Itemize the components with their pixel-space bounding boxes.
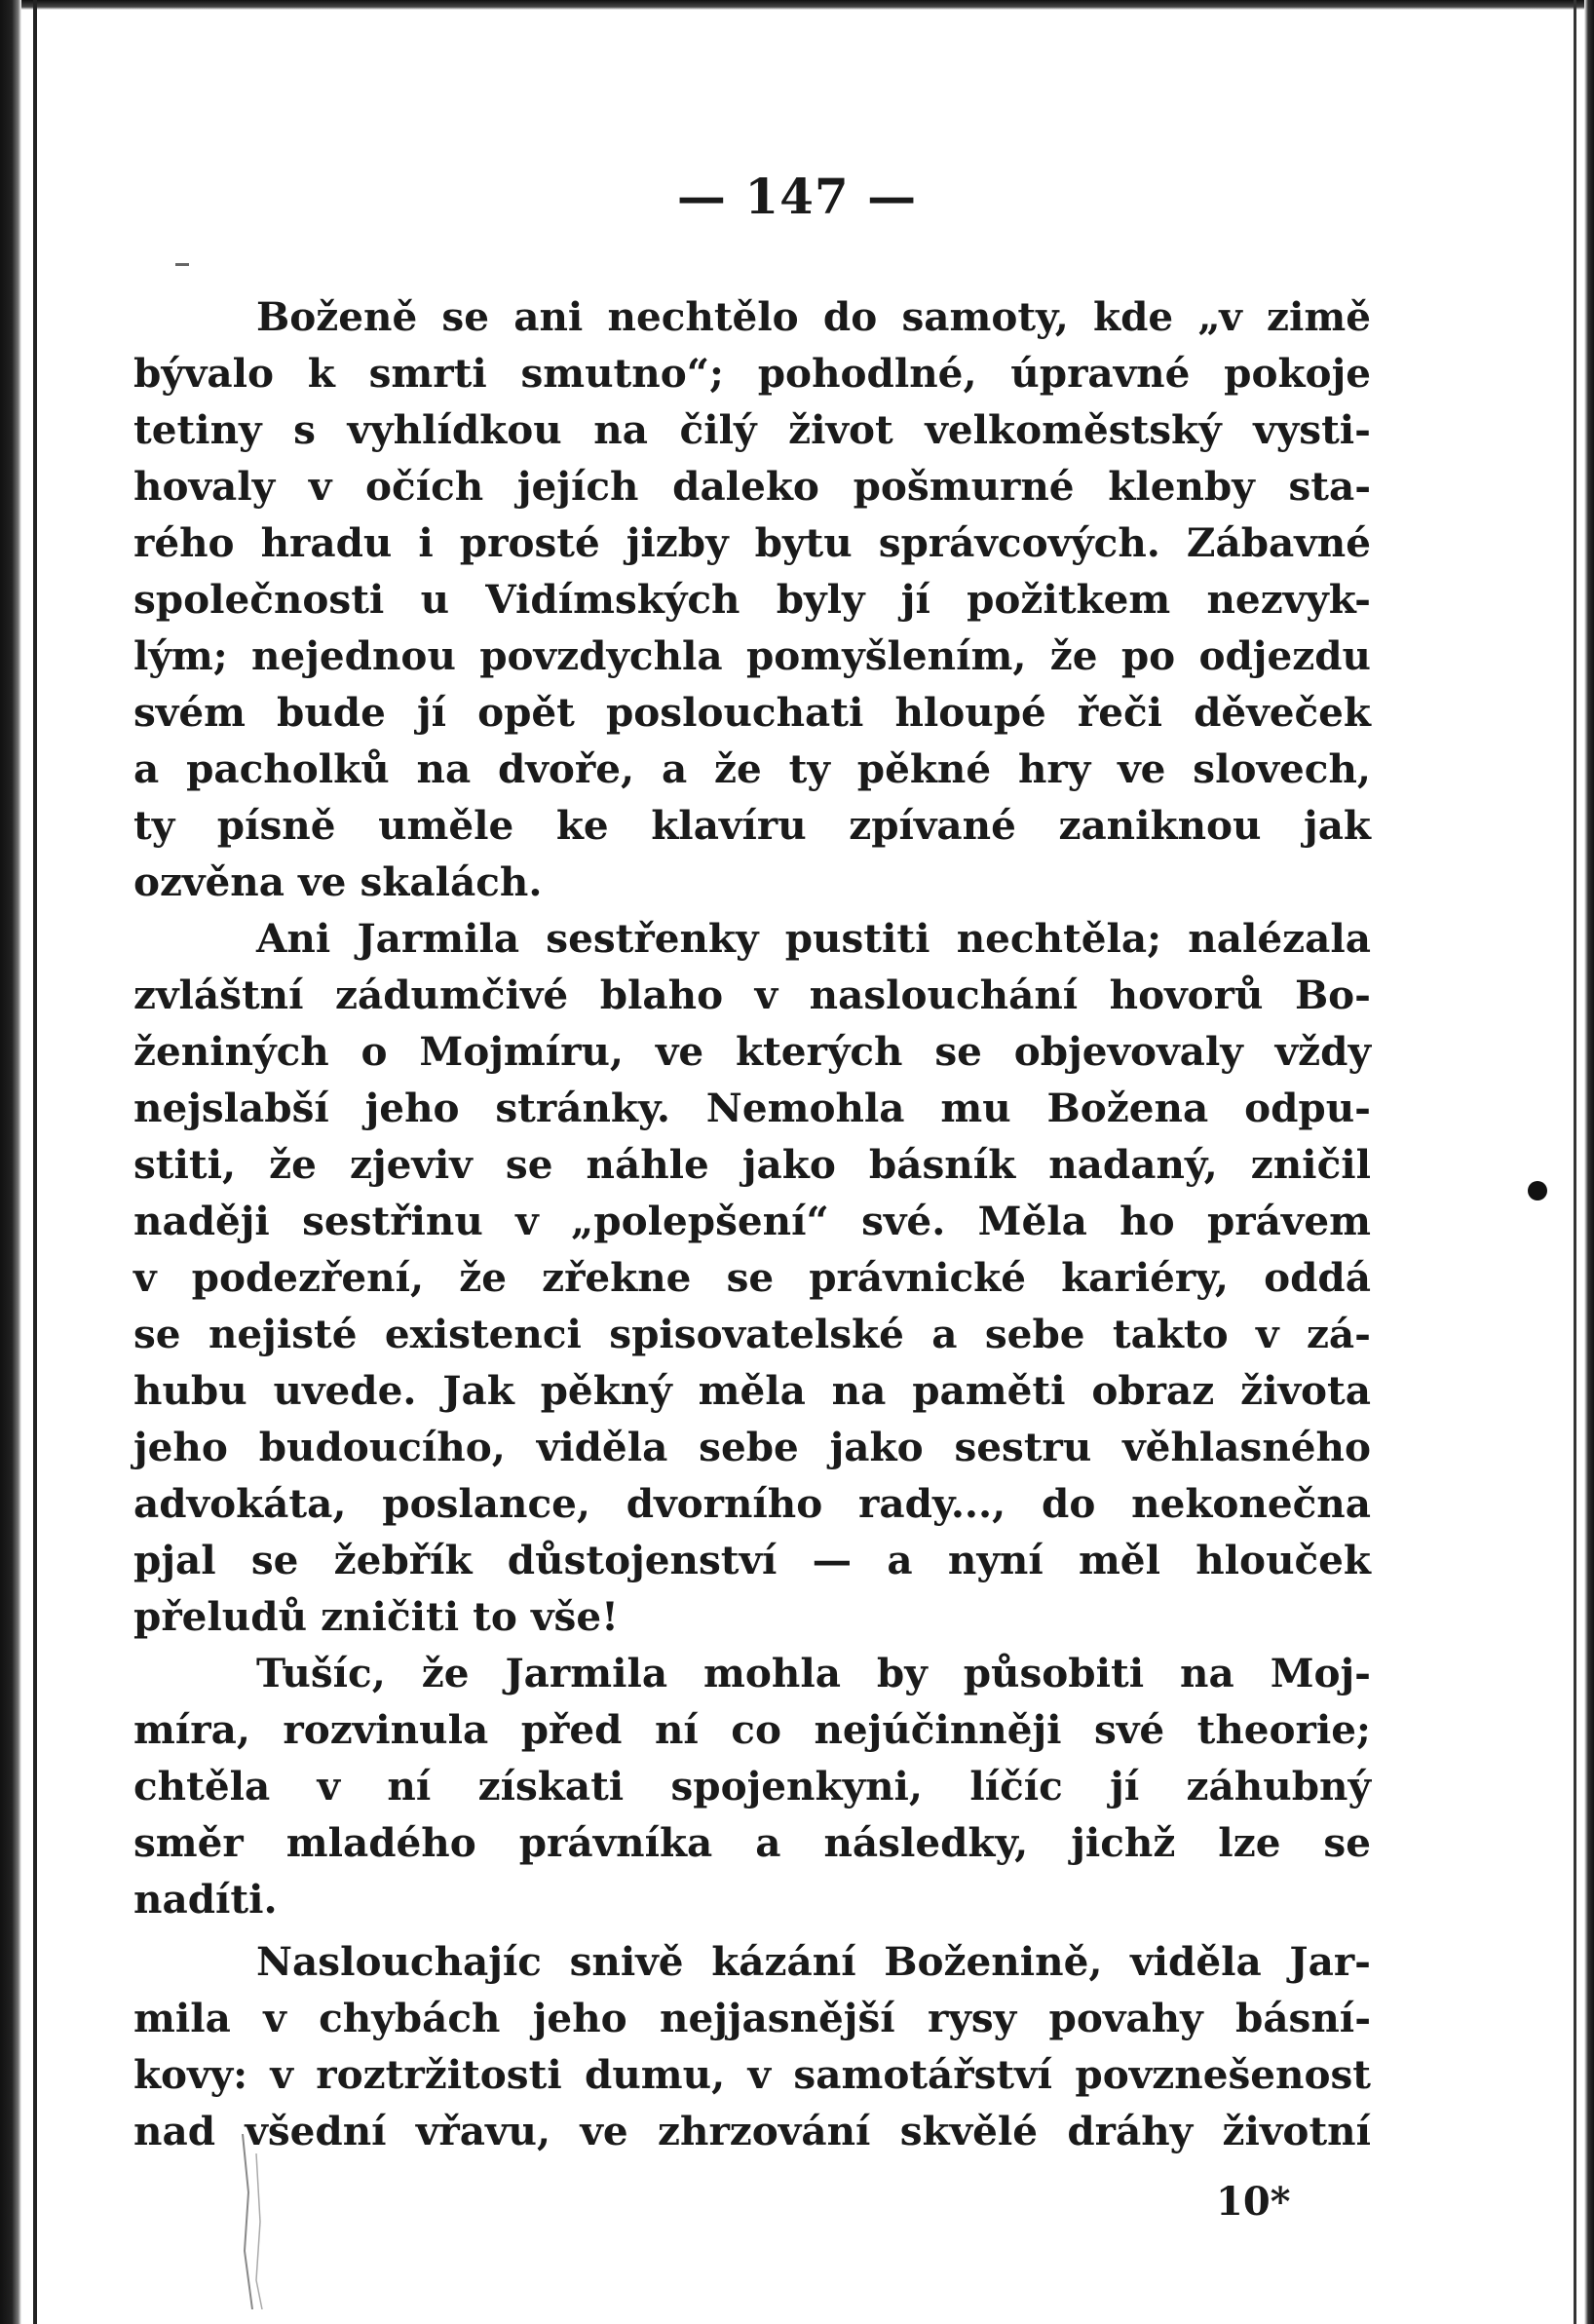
text-line: tetiny s vyhlídkou na čilý život velkoměstský vysti- <box>133 406 1371 453</box>
text-line: pjal se žebřík důstojenství — a nyní měl hlouček <box>133 1537 1371 1583</box>
text-line: ozvěna ve skalách. <box>133 858 543 905</box>
text-line: advokáta, poslance, dvorního rady..., do nekonečna <box>133 1480 1371 1527</box>
page-edge-left <box>0 0 21 2324</box>
text-line: rého hradu i prosté jizby bytu správcových. Zábavné <box>133 519 1371 566</box>
text-line: nadíti. <box>133 1876 278 1923</box>
text-line: Tušíc, že Jarmila mohla by působiti na Moj- <box>256 1650 1371 1696</box>
paragraph-2 <box>133 910 1371 1645</box>
page-edge-right <box>1584 0 1594 2324</box>
text-line: nejslabší jeho stránky. Nemohla mu Božena odpu- <box>133 1085 1371 1131</box>
text-line: Boženě se ani nechtělo do samoty, kde „v zimě <box>256 293 1371 340</box>
paragraph-1 <box>133 288 1371 910</box>
page-edge-top <box>0 0 1594 10</box>
text-line: ženiných o Mojmíru, ve kterých se objevovaly vždy <box>133 1028 1371 1075</box>
binding-line <box>33 0 37 2324</box>
text-line: zvláštní zádumčivé blaho v naslouchání hovorů Bo- <box>133 972 1371 1018</box>
text-line: společnosti u Vidímských byly jí požitkem nezvyk- <box>133 576 1371 623</box>
paragraph-4 <box>133 1933 1371 2159</box>
text-line: přeludů zničiti to vše! <box>133 1593 619 1640</box>
text-line: naději sestřinu v „polepšení“ své. Měla ho právem <box>133 1198 1371 1244</box>
text-line: Naslouchajíc snivě kázání Boženině, viděla Jar- <box>256 1938 1371 1985</box>
text-line: svém bude jí opět poslouchati hloupé řeči děveček <box>133 689 1371 736</box>
text-line: hovaly v očích jejích daleko pošmurné klenby sta- <box>133 463 1371 510</box>
text-line: nad všední vřavu, ve zhrzování skvělé dráhy životní <box>133 2108 1371 2154</box>
text-line: směr mladého právníka a následky, jichž lze se <box>133 1819 1371 1866</box>
text-line: bývalo k smrti smutno“; pohodlné, úpravné pokoje <box>133 350 1371 397</box>
text-line: jeho budoucího, viděla sebe jako sestru věhlasného <box>133 1424 1371 1470</box>
text-line: kovy: v roztržitosti dumu, v samotářství povznešenost <box>133 2051 1371 2098</box>
text-line: hubu uvede. Jak pěkný měla na paměti obraz života <box>133 1367 1371 1414</box>
ink-speck <box>1528 1181 1547 1200</box>
text-line: v podezření, že zřekne se právnické kariéry, oddá <box>133 1254 1371 1301</box>
text-line: mila v chybách jeho nejjasnější rysy povahy básní- <box>133 1995 1371 2041</box>
text-line: míra, rozvinula před ní co nejúčinněji své theorie; <box>133 1706 1371 1753</box>
text-line: a pacholků na dvoře, a že ty pěkné hry ve slovech, <box>133 745 1371 792</box>
text-line: ty písně uměle ke klavíru zpívané zaniknou jak <box>133 802 1371 849</box>
text-line: chtěla v ní získati spojenkyni, líčíc jí záhubný <box>133 1763 1371 1810</box>
page-edge-right-line <box>1574 0 1576 2324</box>
text-line: lým; nejednou povzdychla pomyšlením, že po odjezdu <box>133 632 1371 679</box>
text-line: stiti, že zjeviv se náhle jako básník nadaný, zničil <box>133 1141 1371 1188</box>
text-line: se nejisté existenci spisovatelské a sebe takto v zá- <box>133 1311 1371 1357</box>
text-line: Ani Jarmila sestřenky pustiti nechtěla; nalézala <box>256 915 1371 962</box>
signature-mark: 10* <box>1216 2179 1291 2225</box>
page-number: — 147 — <box>676 168 918 225</box>
body-text <box>133 288 1371 2159</box>
paragraph-3 <box>133 1645 1371 1927</box>
margin-mark <box>175 263 189 266</box>
paper-crease <box>239 2134 278 2309</box>
